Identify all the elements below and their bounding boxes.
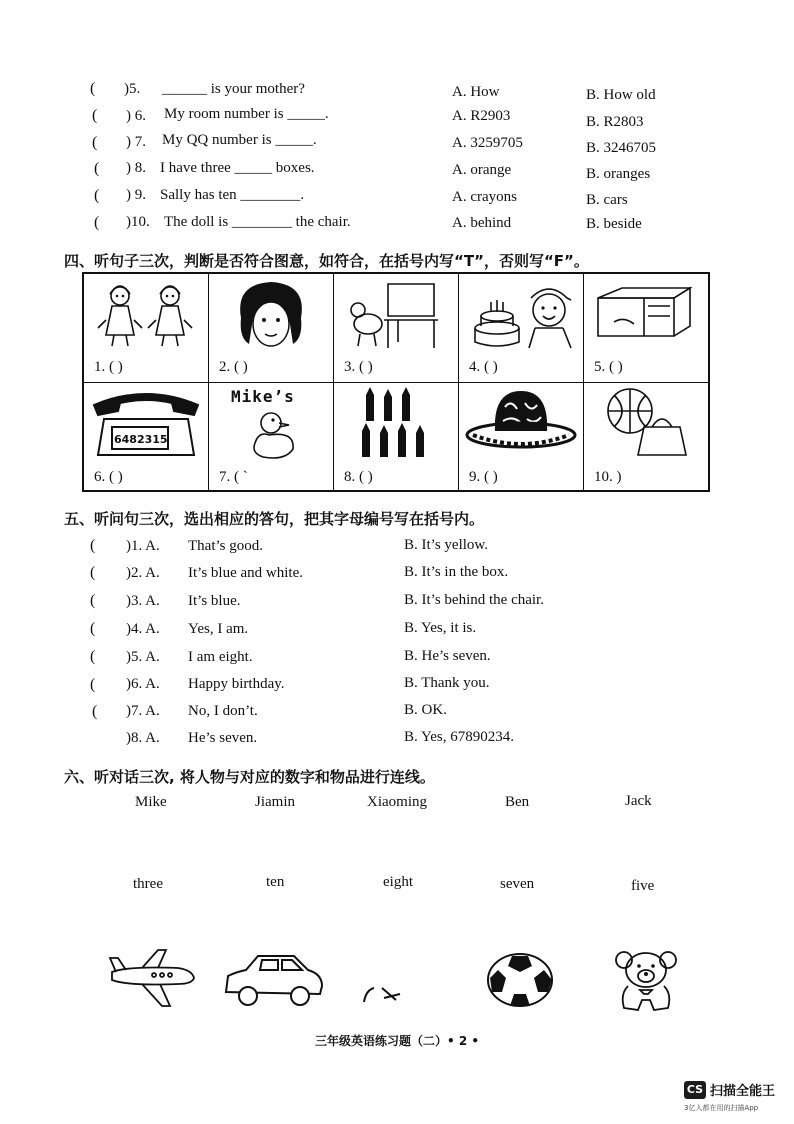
option-b: B. How old (586, 87, 656, 103)
number-word: five (631, 878, 655, 894)
option-b: B. 3246705 (586, 140, 657, 156)
option-a: It’s blue. (188, 593, 241, 609)
option-a: That’s good. (188, 538, 263, 554)
answer-paren: ( (92, 107, 98, 124)
picture-cell (209, 274, 334, 383)
question-number: ) 7. (126, 134, 146, 150)
person-name: Jack (625, 793, 652, 809)
answer-paren: ( (90, 80, 96, 97)
desk-icon (594, 286, 694, 346)
option-b: B. Yes, 67890234. (404, 729, 515, 745)
picture-cell (84, 274, 209, 383)
picture-cell (334, 274, 459, 383)
option-a: I am eight. (188, 649, 253, 665)
option-a: A. 3259705 (452, 135, 523, 151)
scanner-logo-icon: CS (684, 1081, 706, 1099)
number-word: seven (500, 876, 535, 892)
option-b: B. oranges (586, 166, 651, 182)
number-word: ten (266, 874, 285, 890)
option-b: B. It’s yellow. (404, 537, 489, 553)
question-stem: Sally has ten ________. (160, 187, 305, 203)
answer-label: 3. ( ) (344, 359, 373, 375)
question-number: )7. A. (126, 703, 160, 719)
ship-partial-icon (360, 984, 404, 1006)
question-number: )4. A. (126, 621, 160, 637)
dog-and-chair-icon (348, 280, 444, 350)
answer-label: 7. ( ` (219, 469, 248, 485)
picture-grid (82, 272, 710, 492)
car-icon (222, 952, 326, 1010)
question-number: )5. (124, 81, 141, 97)
girl-face-icon (231, 278, 311, 352)
answer-label: 6. ( ) (94, 469, 123, 485)
option-a: Happy birthday. (188, 676, 285, 692)
hat-icon (465, 387, 577, 463)
option-a: A. crayons (452, 189, 517, 205)
question-stem: ______ is your mother? (162, 81, 305, 97)
option-a: No, I don’t. (188, 703, 258, 719)
question-number: )6. A. (126, 676, 160, 692)
telephone-icon (90, 389, 202, 459)
option-b: B. R2803 (586, 114, 644, 130)
answer-label: 2. ( ) (219, 359, 248, 375)
option-b: B. It’s in the box. (404, 564, 509, 580)
football-icon (486, 952, 554, 1008)
answer-label: 9. ( ) (469, 469, 498, 485)
section5-heading: 五、听问句三次，选出相应的答句，把其字母编号写在括号内。 (64, 510, 485, 528)
person-name: Xiaoming (367, 794, 427, 810)
question-number: ) 8. (126, 160, 146, 176)
answer-paren: ( (92, 703, 98, 720)
basketball-and-bag-icon (600, 387, 696, 459)
answer-paren: ( (90, 564, 96, 581)
page-footer: 三年级英语练习题（二）• 2 • (314, 1034, 480, 1048)
answer-paren: ( (90, 620, 96, 637)
option-b: B. beside (586, 216, 642, 232)
answer-paren: ( (94, 187, 100, 204)
duck-icon (245, 409, 305, 461)
option-a: Yes, I am. (188, 621, 249, 637)
option-a: He’s seven. (188, 730, 258, 746)
answer-label: 4. ( ) (469, 359, 498, 375)
crayons-icon (358, 387, 438, 463)
question-number: )1. A. (126, 538, 160, 554)
person-name: Mike (135, 794, 167, 810)
picture-cell (584, 383, 709, 492)
number-word: eight (383, 874, 413, 890)
option-a: A. How (452, 84, 500, 100)
option-b: B. OK. (404, 702, 447, 718)
question-number: )5. A. (126, 649, 160, 665)
question-stem: I have three _____ boxes. (160, 160, 315, 176)
answer-label: 5. ( ) (594, 359, 623, 375)
answer-paren: ( (90, 537, 96, 554)
person-name: Ben (505, 794, 530, 810)
answer-label: 1. ( ) (94, 359, 123, 375)
question-stem: The doll is ________ the chair. (164, 214, 351, 230)
question-number: )10. (126, 214, 150, 230)
question-number: )8. A. (126, 730, 160, 746)
picture-cell (459, 383, 584, 492)
question-number: ) 6. (126, 108, 146, 124)
option-a: A. orange (452, 162, 512, 178)
answer-paren: ( (90, 648, 96, 665)
person-name: Jiamin (255, 794, 295, 810)
question-stem: My QQ number is _____. (162, 132, 317, 148)
option-b: B. He’s seven. (404, 648, 491, 664)
teddy-bear-icon (612, 950, 680, 1014)
question-number: )2. A. (126, 565, 160, 581)
answer-label: 10. ) (594, 469, 622, 485)
option-a: A. R2903 (452, 108, 511, 124)
scanner-app-tagline: 3亿人都在用的扫描App (684, 1104, 759, 1112)
section4-heading: 四、听句子三次，判断是否符合图意，如符合，在括号内写“T”，否则写“F”。 (64, 252, 589, 270)
phone-number-text: 6482315 (114, 433, 168, 446)
question-number: )3. A. (126, 593, 160, 609)
answer-label: 8. ( ) (344, 469, 373, 485)
option-b: B. Yes, it is. (404, 620, 477, 636)
airplane-icon (108, 950, 196, 1010)
question-stem: My room number is _____. (164, 106, 329, 122)
picture-cell (84, 383, 209, 492)
picture-cell (209, 383, 334, 492)
section6-heading: 六、听对话三次, 将人物与对应的数字和物品进行连线。 (64, 768, 435, 786)
number-word: three (133, 876, 163, 892)
dolls-icon (94, 280, 199, 352)
mikes-label: Mike’s (231, 387, 295, 406)
picture-cell (459, 274, 584, 383)
answer-paren: ( (94, 214, 100, 231)
answer-paren: ( (94, 160, 100, 177)
scanner-app-name: 扫描全能王 (710, 1084, 776, 1099)
picture-cell (584, 274, 709, 383)
question-number: ) 9. (126, 187, 146, 203)
answer-paren: ( (92, 134, 98, 151)
picture-cell (334, 383, 459, 492)
option-b: B. It’s behind the chair. (404, 592, 544, 608)
option-a: A. behind (452, 215, 512, 231)
answer-paren: ( (90, 676, 96, 693)
option-a: It’s blue and white. (188, 565, 303, 581)
answer-paren: ( (90, 592, 96, 609)
birthday-cake-boy-icon (469, 278, 579, 352)
option-b: B. Thank you. (404, 675, 490, 691)
option-b: B. cars (586, 192, 628, 208)
